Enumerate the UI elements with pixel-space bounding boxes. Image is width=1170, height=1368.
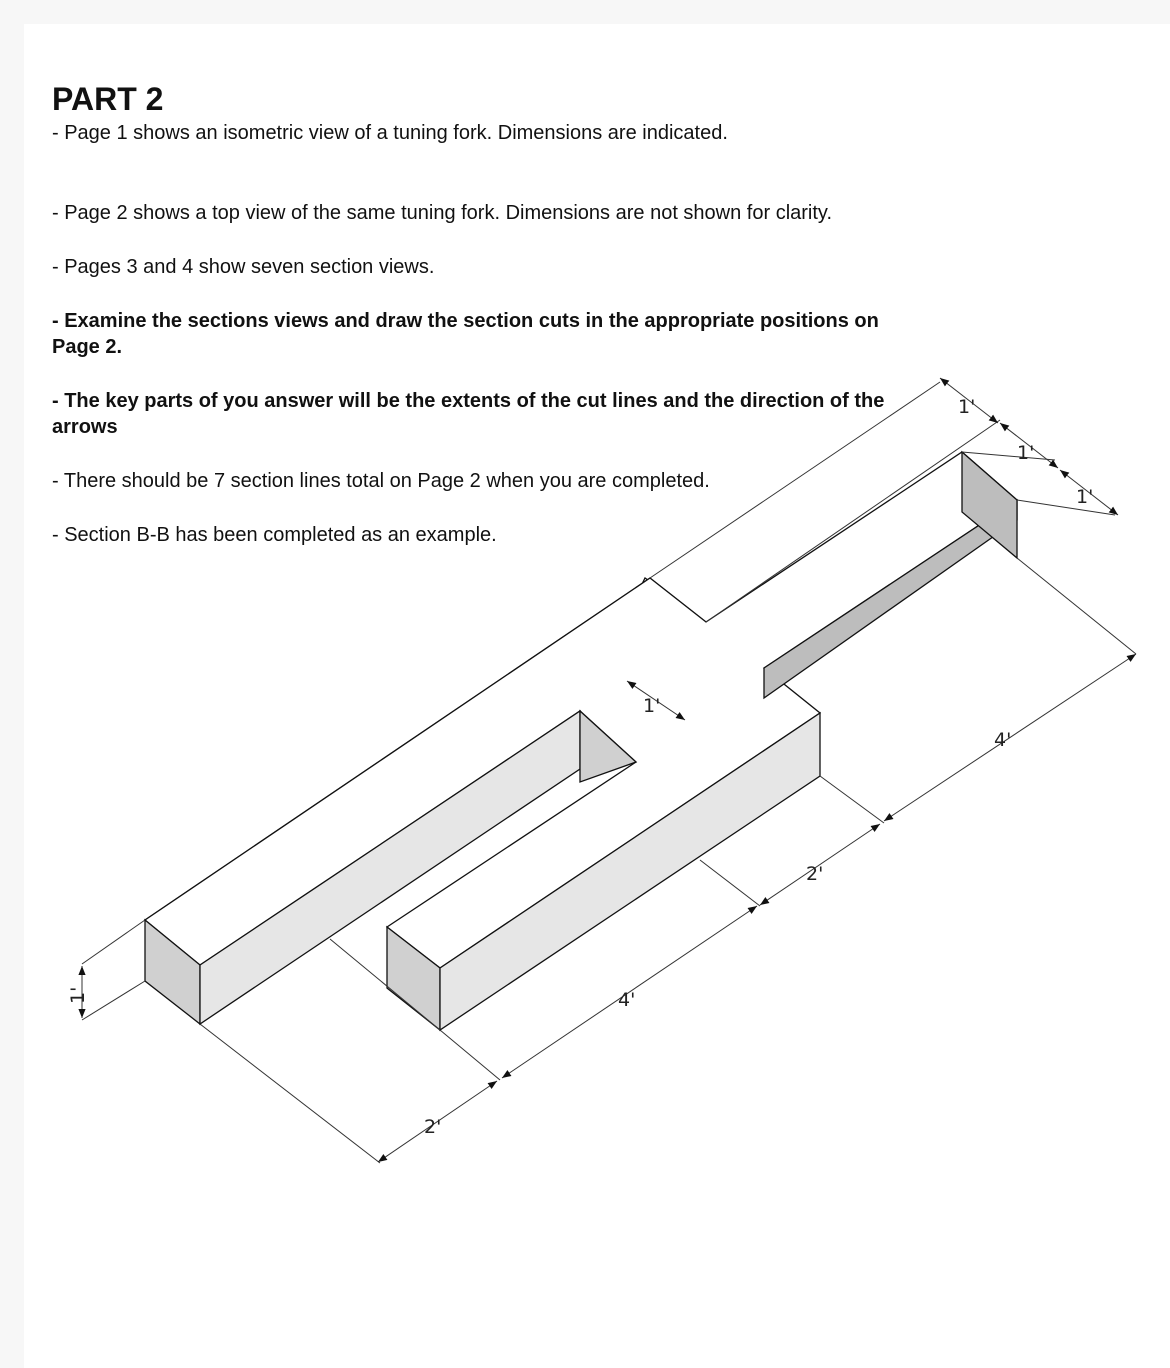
dim-label-top-2: 1' [1017,442,1035,464]
paragraph-5: - The key parts of you answer will be the extents of the cut lines and the direction of the arrows [52,390,885,438]
paragraph-1: - Page 1 shows an isometric view of a tuning fork. Dimensions are indicated. [52,122,728,144]
dim-label-slot-width: 1' [643,695,661,717]
dim-label-stem-length: 4' [994,729,1012,751]
dim-label-prong-length: 4' [618,989,636,1011]
dim-label-width-bottom: 2' [424,1116,442,1138]
paragraph-3: - Pages 3 and 4 show seven section views. [52,256,435,278]
dim-label-top-3: 1' [1076,486,1094,508]
dim-label-height-left: 1' [67,986,89,1004]
dim-label-neck-width: 2' [806,863,824,885]
paragraph-2: - Page 2 shows a top view of the same tuning fork. Dimensions are not shown for clarity. [52,202,832,224]
paragraph-4: - Examine the sections views and draw the section cuts in the appropriate positions on Page 2. [52,310,879,358]
part-title: PART 2 [52,81,164,117]
paragraph-7: - Section B-B has been completed as an example. [52,524,497,546]
paragraph-6: - There should be 7 section lines total on Page 2 when you are completed. [52,470,710,492]
dim-label-top-1: 1' [958,396,976,418]
